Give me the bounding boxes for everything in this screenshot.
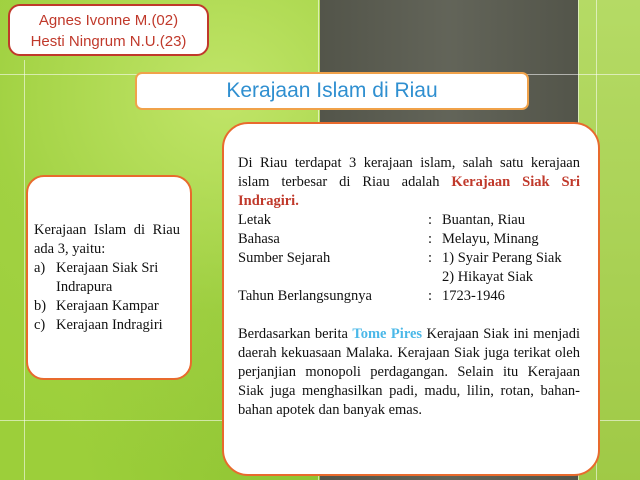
history-paragraph [238, 325, 580, 420]
list-item-text: Kerajaan Kampar [56, 298, 159, 314]
fact-label: Letak [238, 212, 272, 228]
fact-row [238, 268, 580, 287]
list-item-text: Indrapura [56, 279, 113, 295]
list-marker: c) [34, 317, 46, 333]
history-text: Kerajaan Siak ini menjadi daerah kekuasaan Malaka. Kerajaan Siak juga terikat oleh perjanjian monopoli perdagangan. Selain itu Kerajaan Siak juga menghasilkan padi, madu, lilin, rotan, bahan-bahan apotek dan banyak emas. [238, 326, 580, 418]
fact-value: 1) Syair Perang Siak [442, 250, 562, 266]
intro-paragraph [238, 154, 580, 211]
list-item-text: Kerajaan Indragiri [56, 317, 163, 333]
list-item [34, 259, 180, 297]
fact-value: Buantan, Riau [442, 212, 525, 228]
list-item [34, 316, 180, 335]
source-highlight: Tome Pires [352, 326, 423, 342]
fact-separator [428, 268, 442, 287]
fact-label: Bahasa [238, 231, 280, 247]
kingdom-name-highlight: Kerajaan Siak Sri Indragiri. [238, 174, 580, 209]
authors-box [8, 4, 209, 56]
frame-line [24, 60, 25, 480]
slide-title: Kerajaan Islam di Riau [135, 72, 529, 110]
list-item [34, 297, 180, 316]
fact-label [238, 268, 428, 287]
list-marker: a) [34, 260, 46, 276]
kingdom-list-intro: Kerajaan Islam di Riau ada 3, yaitu: [34, 222, 180, 257]
author-line-2: Hesti Ningrum N.U.(23) [30, 33, 187, 50]
list-item-text: Kerajaan Siak Sri [56, 260, 159, 276]
history-text: Berdasarkan berita [238, 326, 353, 342]
fact-label: Sumber Sejarah [238, 250, 331, 266]
kingdom-list [34, 259, 180, 335]
fact-value: 2) Hikayat Siak [442, 269, 534, 285]
fact-label: Tahun Berlangsungnya [238, 288, 372, 304]
kingdom-list-box [26, 175, 192, 380]
fact-separator: : [428, 231, 433, 247]
fact-row [238, 287, 580, 306]
fact-separator: : [428, 288, 433, 304]
spacer [238, 306, 580, 325]
list-marker: b) [34, 298, 47, 314]
fact-row [238, 211, 580, 230]
fact-value: 1723-1946 [442, 288, 505, 304]
author-line-1: Agnes Ivonne M.(02) [38, 12, 179, 29]
fact-value: Melayu, Minang [442, 231, 539, 247]
fact-row [238, 249, 580, 268]
fact-row [238, 230, 580, 249]
intro-text: Di Riau terdapat 3 kerajaan islam, salah satu kerajaan islam terbesar di Riau adalah [238, 155, 580, 190]
siak-info-box [222, 122, 600, 476]
fact-separator: : [428, 212, 433, 228]
fact-separator: : [428, 250, 433, 266]
